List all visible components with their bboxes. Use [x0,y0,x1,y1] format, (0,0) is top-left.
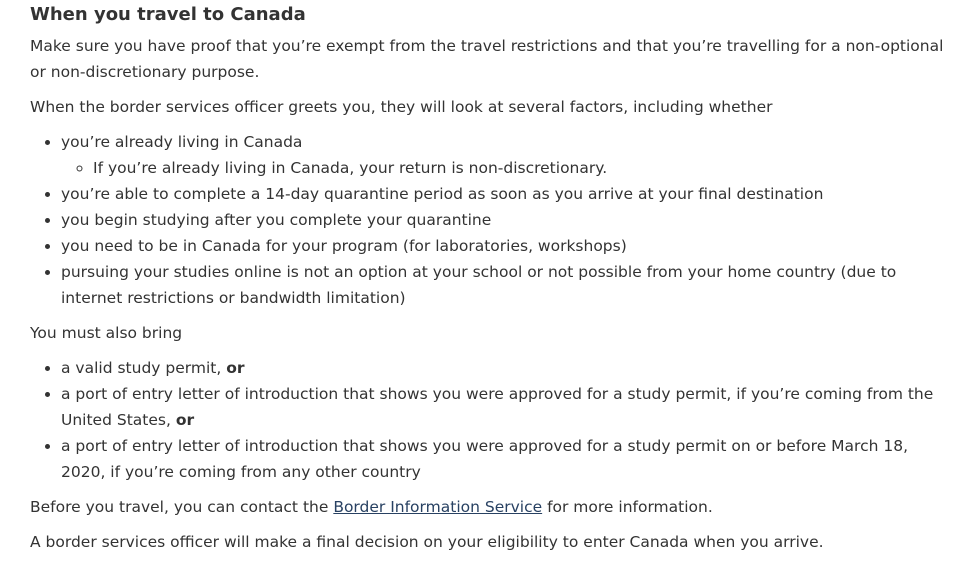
factors-sublist [61,155,950,181]
intro-paragraph: Make sure you have proof that you’re exempt from the travel restrictions and that you’re travelling for a non-optional or non-discretionary purpose. [30,37,944,81]
list-item [61,381,950,433]
factor-item-living: you’re already living in Canada [61,133,303,151]
or-keyword: or [175,411,195,429]
bring-intro-paragraph: You must also bring [30,324,183,342]
factor-subitem-non-discretionary: If you’re already living in Canada, your return is non-discretionary. [93,159,608,177]
contact-paragraph [30,494,950,520]
factor-item-studying: you begin studying after you complete your quarantine [61,211,492,229]
bring-item-letter-us: a port of entry letter of introduction that shows you were approved for a study permit, if you’re coming from the United States, [61,385,934,429]
border-information-service-link[interactable]: Border Information Service [333,498,543,516]
bring-item-letter-other: a port of entry letter of introduction that shows you were approved for a study permit on or before March 18, 2020, if you’re coming from any other country [61,437,908,481]
main-content [30,0,950,564]
final-note-paragraph: A border services officer will make a final decision on your eligibility to enter Canada when you arrive. [30,533,824,551]
contact-text-before: Before you travel, you can contact the [30,498,334,516]
list-item [61,433,950,485]
list-item [61,355,950,381]
page-heading: When you travel to Canada [30,4,306,25]
factor-item-program: you need to be in Canada for your program (for laboratories, workshops) [61,237,627,255]
list-item [61,181,950,207]
list-item [61,207,950,233]
factors-intro-paragraph: When the border services officer greets you, they will look at several factors, including whether [30,98,773,116]
bring-item-study-permit: a valid study permit, [61,359,227,377]
list-item [61,233,950,259]
list-item [61,259,950,311]
list-item [93,155,950,181]
list-item [61,129,950,181]
bring-list [30,355,950,485]
contact-text-after: for more information. [542,498,713,516]
or-keyword: or [226,359,245,377]
factor-item-online: pursuing your studies online is not an option at your school or not possible from your home country (due to internet restrictions or bandwidth limitation) [61,263,897,307]
factors-list [30,129,950,311]
factor-item-quarantine: you’re able to complete a 14-day quarantine period as soon as you arrive at your final destination [61,185,824,203]
